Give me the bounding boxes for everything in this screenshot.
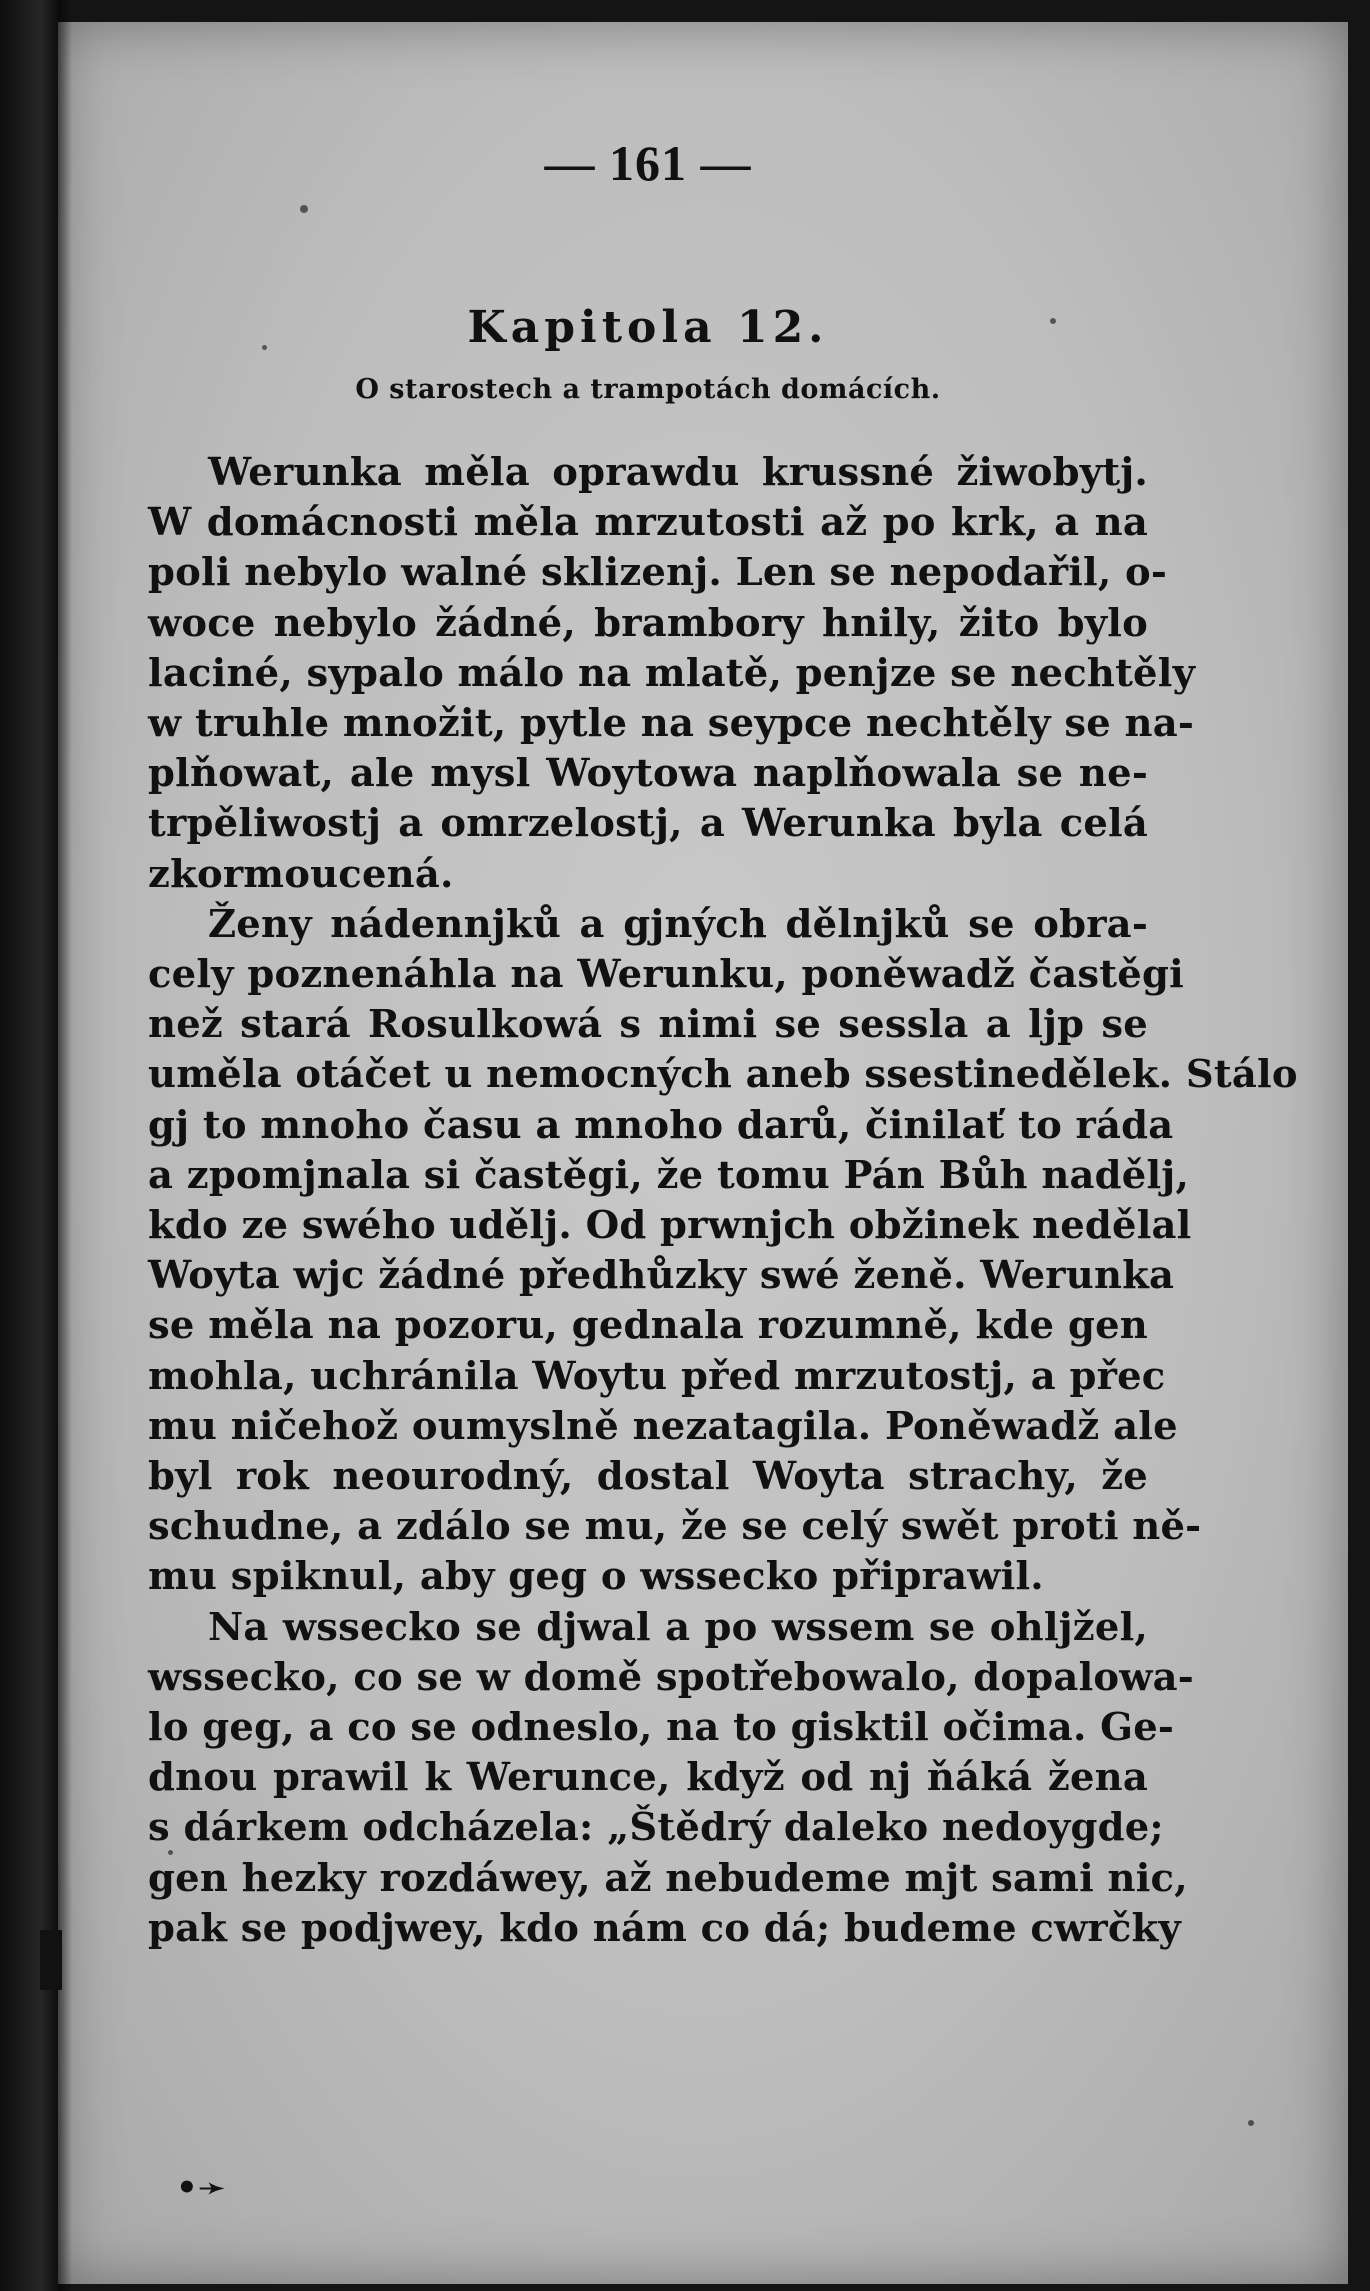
text-line: lo geg, a co se odneslo, na to gisktil očima. Ge- bbox=[148, 1705, 1175, 1751]
text-line: gen hezky rozdáwey, až nebudeme mjt sami nic, bbox=[148, 1855, 1188, 1901]
text-line: W domácnosti měla mrzutosti až po krk, a na bbox=[148, 500, 1148, 546]
text-line: mu ničehož oumyslně nezatagila. Poněwadž ale bbox=[148, 1403, 1178, 1449]
text-line: zkormoucená. bbox=[148, 851, 454, 897]
scan-edge-mark bbox=[40, 1930, 62, 1990]
text-line: Woyta wjc žádné předhůzky swé ženě. Werunka bbox=[148, 1253, 1175, 1299]
text-line: pak se podjwey, kdo nám co dá; budeme cwrčky bbox=[148, 1905, 1181, 1951]
stain-mark: •➛ bbox=[176, 2168, 227, 2208]
text-line: w truhle množit, pytle na seypce nechtěly se na- bbox=[148, 701, 1195, 747]
text-line: se měla na pozoru, gednala rozumně, kde gen bbox=[148, 1303, 1148, 1349]
text-line: dnou prawil k Werunce, když od nj ňáká žena bbox=[148, 1755, 1148, 1801]
text-line: trpěliwostj a omrzelostj, a Werunka byla celá bbox=[148, 801, 1148, 847]
text-line: woce nebylo žádné, brambory hnily, žito bylo bbox=[148, 600, 1148, 646]
text-line: mohla, uchránila Woytu před mrzutostj, a přec bbox=[148, 1353, 1166, 1399]
text-line: Werunka měla oprawdu krussné žiwobytj. bbox=[208, 450, 1148, 495]
text-line: kdo ze swého udělj. Od prwnjch obžinek nedělal bbox=[148, 1203, 1192, 1249]
page-number: — 161 — bbox=[544, 135, 752, 191]
text-line: než stará Rosulkowá s nimi se sessla a ljp se bbox=[148, 1002, 1148, 1048]
text-line: Na wssecko se djwal a po wssem se ohljžel, bbox=[208, 1604, 1148, 1650]
text-line: a zpomjnala si častěgi, že tomu Pán Bůh nadělj, bbox=[148, 1152, 1190, 1198]
text-line: s dárkem odcházela: „Štědrý daleko nedoygde; bbox=[148, 1805, 1164, 1851]
paragraph-3 bbox=[148, 1603, 1194, 1954]
chapter-subtitle: O starostech a trampotách domácích. bbox=[355, 374, 941, 405]
text-line: wssecko, co se w domě spotřebowalo, dopalowa- bbox=[148, 1654, 1194, 1700]
text-line: byl rok neourodný, dostal Woyta strachy, že bbox=[148, 1454, 1148, 1500]
text-line: plňowat, ale mysl Woytowa naplňowala se ne- bbox=[148, 751, 1148, 797]
page-text bbox=[148, 118, 1298, 1954]
text-line: mu spiknul, aby geg o wssecko připrawil. bbox=[148, 1554, 1044, 1600]
paragraph-2 bbox=[148, 900, 1298, 1603]
text-line: Ženy nádennjků a gjných dělnjků se obra- bbox=[208, 901, 1148, 947]
paragraph-1 bbox=[148, 448, 1196, 900]
ink-speck bbox=[1248, 2120, 1254, 2126]
text-line: gj to mnoho času a mnoho darů, činilať to ráda bbox=[148, 1102, 1174, 1148]
text-line: schudne, a zdálo se mu, že se celý swět proti ně- bbox=[148, 1504, 1202, 1550]
text-line: uměla otáčet u nemocných aneb ssestinedělek. Stálo bbox=[148, 1052, 1298, 1098]
chapter-title: Kapitola 12. bbox=[467, 302, 829, 353]
text-line: cely poznenáhla na Werunku, poněwadž častěgi bbox=[148, 952, 1184, 998]
text-line: laciné, sypalo málo na mlatě, penjze se nechtěly bbox=[148, 650, 1196, 696]
text-line: poli nebylo walné sklizenj. Len se nepodařil, o- bbox=[148, 550, 1168, 596]
